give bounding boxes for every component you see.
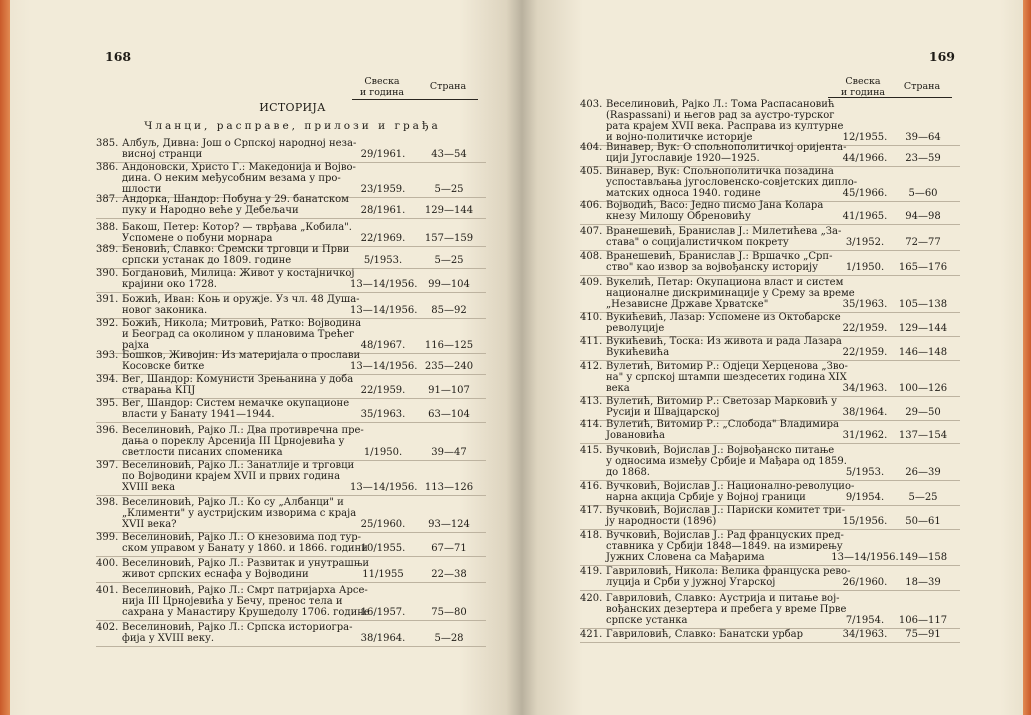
entry-number: 397. bbox=[96, 460, 119, 471]
entry-row bbox=[96, 318, 486, 351]
entry-text bbox=[122, 497, 356, 530]
entry-pages: 100—126 bbox=[898, 383, 948, 394]
entry-text bbox=[122, 460, 354, 493]
entry-text-line: Бакош, Петер: Котор? — тврђава „Кобила". bbox=[122, 222, 352, 233]
entry-text-line: става" о социјалистичком покрету bbox=[606, 237, 789, 248]
entry-pages: 106—117 bbox=[898, 615, 948, 626]
entry-text-line: Успомене о побуни морнара bbox=[122, 233, 273, 244]
entry-volume: 38/1964. bbox=[842, 407, 888, 418]
entry-text-line: Веселиновић, Рајко Л.: Смрт патријарха Арсе- bbox=[122, 585, 368, 596]
entry-pages: 235—240 bbox=[424, 361, 474, 372]
entry-text-line: Богдановић, Милица: Живот у костајничкој bbox=[122, 268, 355, 279]
entry-separator bbox=[96, 292, 486, 293]
entry-text-line: „Независне Државе Хрватске" bbox=[606, 299, 769, 310]
entry-row bbox=[96, 585, 486, 618]
entry-text-line: Вранешевић, Бранислав Ј.: Вршачко „Срп- bbox=[606, 251, 833, 262]
entry-text bbox=[122, 425, 364, 458]
entry-number: 420. bbox=[580, 593, 603, 604]
entry-text-line: цији Југославије 1920—1925. bbox=[606, 153, 760, 164]
entry-volume: 13—14/1956. bbox=[350, 305, 418, 316]
entry-separator bbox=[580, 275, 960, 276]
entry-text-line: живот српских еснафа у Војводини bbox=[122, 569, 309, 580]
entry-text-line: дања о пореклу Арсенија III Црнојевића у bbox=[122, 436, 345, 447]
page-number-left: 168 bbox=[105, 49, 132, 64]
entry-text-line: ском управом у Банату у 1860. и 1866. години bbox=[122, 543, 368, 554]
entry-pages: 91—107 bbox=[428, 385, 470, 396]
entry-number: 402. bbox=[96, 622, 119, 633]
entry-number: 404. bbox=[580, 142, 603, 153]
entry-text-line: Винавер, Вук: Спољнополитичка позадина bbox=[606, 166, 834, 177]
entry-text bbox=[606, 566, 850, 588]
entry-text bbox=[606, 166, 857, 199]
entry-text bbox=[122, 294, 360, 316]
entry-number: 393. bbox=[96, 350, 119, 361]
entry-number: 417. bbox=[580, 505, 603, 516]
entry-volume: 22/1959. bbox=[842, 323, 888, 334]
entry-row bbox=[580, 445, 960, 478]
entry-separator bbox=[580, 443, 960, 444]
entry-text bbox=[606, 251, 832, 273]
entry-pages: 5—25 bbox=[908, 492, 938, 503]
column-header-volume-line2: и година bbox=[359, 87, 405, 98]
entry-row bbox=[580, 593, 960, 626]
entry-text-line: Божић, Никола; Митровић, Ратко: Војводина bbox=[122, 318, 362, 329]
entry-number: 387. bbox=[96, 194, 119, 205]
entry-pages: 39—64 bbox=[905, 132, 941, 143]
column-header-volume-line1: Свеска bbox=[364, 76, 400, 87]
entry-text-line: вођанских дезертера и пребега у време Прве bbox=[606, 604, 847, 615]
entry-text-line: Вранешевић, Бранислав Ј.: Милетићева „За- bbox=[606, 226, 842, 237]
entry-volume: 26/1960. bbox=[842, 577, 888, 588]
entry-volume: 34/1963. bbox=[842, 383, 888, 394]
entry-text-line: Веселиновић, Рајко Л.: Развитак и унутрашњи bbox=[122, 558, 369, 569]
entry-pages: 43—54 bbox=[431, 149, 467, 160]
column-header-volume-line1: Свеска bbox=[845, 76, 881, 87]
entry-volume: 3/1952. bbox=[845, 237, 885, 248]
entry-volume: 1/1950. bbox=[845, 262, 885, 273]
entry-row bbox=[580, 166, 960, 199]
entry-text-line: Веселиновић, Рајко Л.: О кнезовима под тур- bbox=[122, 532, 362, 543]
entry-text bbox=[122, 222, 352, 244]
entry-text-line: Вукићевића bbox=[606, 347, 670, 358]
entry-text-line: висној странци bbox=[122, 149, 203, 160]
entry-text-line: новог законика. bbox=[122, 305, 208, 316]
entry-pages: 18—39 bbox=[905, 577, 941, 588]
entry-volume: 29/1961. bbox=[360, 149, 406, 160]
entry-text bbox=[122, 398, 349, 420]
entry-volume: 22/1959. bbox=[360, 385, 406, 396]
entry-text-line: дина. О неким међусобним везама у про- bbox=[122, 173, 341, 184]
entry-number: 403. bbox=[580, 99, 603, 110]
entry-text-line: Веселиновић, Рајко Л.: Два противречна пре- bbox=[122, 425, 364, 436]
entry-text bbox=[122, 585, 370, 618]
right-page bbox=[522, 0, 1031, 715]
entry-text-line: луција и Срби у јужној Угарској bbox=[606, 577, 776, 588]
entry-number: 406. bbox=[580, 200, 603, 211]
entry-pages: 67—71 bbox=[431, 543, 467, 554]
entry-volume: 23/1959. bbox=[360, 184, 406, 195]
entry-text-line: Вег, Шандор: Систем немачке окупационе bbox=[122, 398, 350, 409]
entry-row bbox=[580, 361, 960, 394]
entry-pages: 129—144 bbox=[424, 205, 474, 216]
entry-text-line: Војводић, Васо: Једно писмо Јана Колара bbox=[606, 200, 824, 211]
entry-volume: 38/1964. bbox=[360, 633, 406, 644]
entry-pages: 50—61 bbox=[905, 516, 941, 527]
entry-number: 400. bbox=[96, 558, 119, 569]
entry-volume: 9/1954. bbox=[845, 492, 885, 503]
entry-number: 419. bbox=[580, 566, 603, 577]
entry-text-line: Албуљ, Дивна: Још о Српској народној неза- bbox=[122, 138, 357, 149]
entry-text-line: Вучковић, Војислав Ј.: Национално-револуцио- bbox=[606, 481, 855, 492]
entry-pages: 5—25 bbox=[434, 255, 464, 266]
entry-pages: 113—126 bbox=[424, 482, 474, 493]
entry-text-line: Косовске битке bbox=[122, 361, 205, 372]
entry-row bbox=[580, 277, 960, 310]
entry-text-line: Вулетић, Витомир Р.: „Слобода" Владимира bbox=[606, 419, 839, 430]
entry-text bbox=[606, 336, 842, 358]
entry-number: 416. bbox=[580, 481, 603, 492]
entry-pages: 23—59 bbox=[905, 153, 941, 164]
entry-number: 396. bbox=[96, 425, 119, 436]
entry-volume: 12/1955. bbox=[842, 132, 888, 143]
entry-pages: 165—176 bbox=[898, 262, 948, 273]
entry-text-line: Вукићевић, Тоска: Из живота и рада Лазара bbox=[606, 336, 842, 347]
entry-text bbox=[122, 350, 360, 372]
entry-pages: 39—47 bbox=[431, 447, 467, 458]
entry-text bbox=[122, 194, 349, 216]
entry-volume: 22/1969. bbox=[360, 233, 406, 244]
entry-pages: 129—144 bbox=[898, 323, 948, 334]
entry-pages: 63—104 bbox=[428, 409, 470, 420]
entry-text-line: Вукићевић, Лазар: Успомене из Октобарске bbox=[606, 312, 841, 323]
entry-text bbox=[606, 200, 823, 222]
column-header-volume-right bbox=[828, 76, 898, 98]
entry-text-line: Вег, Шандор: Комунисти Зрењанина у доба bbox=[122, 374, 354, 385]
entry-volume: 11/1955 bbox=[362, 569, 404, 580]
column-header-page-left: Страна bbox=[429, 81, 467, 92]
entry-pages: 149—158 bbox=[898, 552, 948, 563]
entry-text-line: Вучковић, Војислав Ј.: Париски комитет три- bbox=[606, 505, 846, 516]
entry-number: 411. bbox=[580, 336, 603, 347]
entry-number: 398. bbox=[96, 497, 119, 508]
entry-row bbox=[96, 497, 486, 530]
entry-text-line: Винавер, Вук: О спољнополитичкој оријента- bbox=[606, 142, 847, 153]
entry-text-line: Вучковић, Војислав Ј.: Рад француских пред- bbox=[606, 530, 844, 541]
entry-volume: 5/1953. bbox=[363, 255, 403, 266]
entry-text-line: „Клименти" у аустријским изворима с краја bbox=[122, 508, 357, 519]
entry-text bbox=[606, 312, 841, 334]
entry-volume: 7/1954. bbox=[845, 615, 885, 626]
entry-text bbox=[606, 396, 837, 418]
entry-separator bbox=[580, 642, 960, 643]
page-edge-left bbox=[0, 0, 10, 715]
entry-row bbox=[96, 558, 486, 588]
entry-text bbox=[606, 629, 803, 640]
entry-text-line: Вукелић, Петар: Окупациона власт и систем bbox=[606, 277, 844, 288]
entry-volume: 34/1963. bbox=[842, 629, 888, 640]
entry-row bbox=[580, 530, 960, 563]
entry-text-line: Гавриловић, Славко: Банатски урбар bbox=[606, 629, 803, 640]
entry-separator bbox=[96, 218, 486, 219]
entry-pages: 137—154 bbox=[898, 430, 948, 441]
column-header-volume-left bbox=[352, 76, 412, 98]
entry-pages: 146—148 bbox=[898, 347, 948, 358]
entry-text-line: Веселиновић, Рајко Л.: Српска историогра- bbox=[122, 622, 353, 633]
entry-text-line: (Raspassani) и његов рад за аустро-турског bbox=[606, 110, 835, 121]
entry-volume: 41/1965. bbox=[842, 211, 888, 222]
entry-text bbox=[122, 138, 356, 160]
entry-row bbox=[580, 566, 960, 596]
entry-text-line: Андоновски, Христо Г.: Македонија и Војво- bbox=[122, 162, 356, 173]
entry-text-line: до 1868. bbox=[606, 467, 650, 478]
entry-volume: 28/1961. bbox=[360, 205, 406, 216]
entry-text bbox=[606, 481, 854, 503]
entry-volume: 48/1967. bbox=[360, 340, 406, 351]
entry-text bbox=[122, 268, 354, 290]
entry-volume: 45/1966. bbox=[842, 188, 888, 199]
entry-pages: 22—38 bbox=[431, 569, 467, 580]
entry-text-line: нарна акција Србије у Војној граници bbox=[606, 492, 806, 503]
entry-pages: 99—104 bbox=[428, 279, 470, 290]
entry-text-line: Веселиновић, Рајко Л.: Занатлије и трговци bbox=[122, 460, 355, 471]
entry-pages: 157—159 bbox=[424, 233, 474, 244]
entry-row bbox=[580, 99, 960, 143]
entry-text-line: шлости bbox=[122, 184, 162, 195]
entry-text-line: Веселиновић, Рајко Л.: Тома Распасановић bbox=[606, 99, 835, 110]
entry-text bbox=[122, 374, 353, 396]
entry-text-line: века bbox=[606, 383, 630, 394]
entry-text bbox=[122, 558, 369, 580]
entry-pages: 29—50 bbox=[905, 407, 941, 418]
entry-separator bbox=[580, 224, 960, 225]
page-number-right: 169 bbox=[928, 49, 955, 64]
entry-number: 421. bbox=[580, 629, 603, 640]
entry-text-line: Божић, Иван: Коњ и оружје. Уз чл. 48 Душа- bbox=[122, 294, 360, 305]
column-header-volume-line2: и година bbox=[840, 87, 886, 98]
entry-text-line: Гавриловић, Никола: Велика француска рево- bbox=[606, 566, 851, 577]
entry-text bbox=[122, 622, 353, 644]
entry-text-line: Јужних Словена са Мађарима bbox=[606, 552, 765, 563]
entry-number: 394. bbox=[96, 374, 119, 385]
header-rule-right bbox=[828, 97, 952, 98]
entry-text-line: сахрана у Манастиру Крушедолу 1706. године bbox=[122, 607, 370, 618]
entry-volume: 31/1962. bbox=[842, 430, 888, 441]
entry-number: 409. bbox=[580, 277, 603, 288]
entry-text-line: и Београд са околином у плановима Трећег bbox=[122, 329, 355, 340]
entry-volume: 35/1963. bbox=[360, 409, 406, 420]
entry-text bbox=[606, 593, 846, 626]
entry-text bbox=[122, 162, 356, 195]
entry-text bbox=[606, 226, 841, 248]
entry-text-line: Јовановића bbox=[606, 430, 666, 441]
entry-number: 401. bbox=[96, 585, 119, 596]
entry-text bbox=[606, 419, 839, 441]
section-subtitle: Чланци, расправе, прилози и грађа bbox=[144, 120, 441, 132]
entry-number: 415. bbox=[580, 445, 603, 456]
entry-pages: 93—124 bbox=[428, 519, 470, 530]
entry-volume: 13—14/1956. bbox=[350, 279, 418, 290]
entry-number: 389. bbox=[96, 244, 119, 255]
entry-separator bbox=[96, 582, 486, 583]
entry-number: 414. bbox=[580, 419, 603, 430]
entry-volume: 15/1956. bbox=[842, 516, 888, 527]
entry-text-line: револуције bbox=[606, 323, 665, 334]
entry-volume: 13—14/1956. bbox=[350, 482, 418, 493]
entry-text-line: рајха bbox=[122, 340, 150, 351]
entry-number: 385. bbox=[96, 138, 119, 149]
entry-text-line: по Војводини крајем XVII и првих година bbox=[122, 471, 341, 482]
entry-text-line: власти у Банату 1941—1944. bbox=[122, 409, 275, 420]
section-title: ИСТОРИЈА bbox=[259, 101, 326, 114]
entry-volume: 10/1955. bbox=[360, 543, 406, 554]
entry-number: 386. bbox=[96, 162, 119, 173]
entry-volume: 44/1966. bbox=[842, 153, 888, 164]
entry-text-line: Веселиновић, Рајко Л.: Ко су „Албанци" и bbox=[122, 497, 344, 508]
entry-text bbox=[606, 361, 848, 394]
entries-list-right bbox=[580, 99, 960, 659]
entry-text bbox=[606, 142, 846, 164]
entry-row bbox=[96, 162, 486, 195]
entry-text-line: пуку и Народно веће у Дебељачи bbox=[122, 205, 299, 216]
entry-volume: 22/1959. bbox=[842, 347, 888, 358]
entry-text bbox=[122, 318, 361, 351]
entry-number: 408. bbox=[580, 251, 603, 262]
entry-text-line: кнезу Милошу Обреновићу bbox=[606, 211, 751, 222]
entry-number: 412. bbox=[580, 361, 603, 372]
entry-text-line: Вулетић, Витомир Р.: Светозар Марковић у bbox=[606, 396, 837, 407]
entry-text-line: XVIII века bbox=[122, 482, 176, 493]
entry-number: 399. bbox=[96, 532, 119, 543]
entry-separator bbox=[96, 495, 486, 496]
entry-text-line: рата крајем XVII века. Расправа из културне bbox=[606, 121, 844, 132]
entry-text-line: Андорка, Шандор: Побуна у 29. банатском bbox=[122, 194, 349, 205]
entry-pages: 75—91 bbox=[905, 629, 941, 640]
entry-number: 391. bbox=[96, 294, 119, 305]
entry-separator bbox=[96, 556, 486, 557]
entry-text bbox=[606, 445, 847, 478]
entry-separator bbox=[96, 646, 486, 647]
entry-text bbox=[606, 277, 855, 310]
entry-pages: 5—60 bbox=[908, 188, 938, 199]
entry-separator bbox=[96, 422, 486, 423]
entry-pages: 85—92 bbox=[431, 305, 467, 316]
entry-pages: 5—28 bbox=[434, 633, 464, 644]
entry-pages: 105—138 bbox=[898, 299, 948, 310]
entry-number: 388. bbox=[96, 222, 119, 233]
entry-row bbox=[96, 460, 486, 493]
column-header-page-right: Страна bbox=[903, 81, 941, 92]
entry-text-line: у односима између Србије и Мађара од 1859. bbox=[606, 456, 847, 467]
entry-number: 418. bbox=[580, 530, 603, 541]
entry-pages: 94—98 bbox=[905, 211, 941, 222]
entry-text-line: XVII века? bbox=[122, 519, 177, 530]
entry-text-line: српске устанка bbox=[606, 615, 688, 626]
entry-volume: 13—14/1956. bbox=[831, 552, 899, 563]
entry-text-line: ство" као извор за војвођанску историју bbox=[606, 262, 818, 273]
entry-volume: 5/1953. bbox=[845, 467, 885, 478]
entry-pages: 75—80 bbox=[431, 607, 467, 618]
entry-volume: 16/1957. bbox=[360, 607, 406, 618]
entry-text-line: стварања КПЈ bbox=[122, 385, 196, 396]
entry-text-line: Вучковић, Војислав Ј.: Војвођанско питање bbox=[606, 445, 835, 456]
entry-text-line: Бошков, Живојин: Из материјала о прослави bbox=[122, 350, 361, 361]
entry-text-line: националне дискриминације у Срему за време bbox=[606, 288, 855, 299]
entry-text-line: Гавриловић, Славко: Аустрија и питање вој- bbox=[606, 593, 840, 604]
entry-separator bbox=[580, 590, 960, 591]
entry-text-line: ставника у Србији 1848—1849. на измирењу bbox=[606, 541, 843, 552]
entry-row bbox=[96, 425, 486, 458]
entry-text-line: светлости писаних споменика bbox=[122, 447, 283, 458]
entry-text bbox=[606, 99, 843, 143]
entry-text-line: крајини око 1728. bbox=[122, 279, 217, 290]
entry-text-line: успостављања југословенско-совјетских дипло- bbox=[606, 177, 858, 188]
entry-text-line: Беновић, Славко: Сремски трговци и Први bbox=[122, 244, 350, 255]
entry-pages: 5—25 bbox=[434, 184, 464, 195]
entry-pages: 26—39 bbox=[905, 467, 941, 478]
entry-number: 395. bbox=[96, 398, 119, 409]
entry-row bbox=[96, 622, 486, 652]
entry-text-line: фија у XVIII веку. bbox=[122, 633, 215, 644]
entry-text bbox=[122, 532, 368, 554]
entry-text bbox=[122, 244, 349, 266]
entry-number: 392. bbox=[96, 318, 119, 329]
entry-row bbox=[96, 194, 486, 224]
entry-text-line: ју народности (1896) bbox=[606, 516, 717, 527]
entry-text bbox=[606, 530, 844, 563]
entry-number: 410. bbox=[580, 312, 603, 323]
entry-volume: 13—14/1956. bbox=[350, 361, 418, 372]
header-rule-left bbox=[352, 99, 478, 100]
entry-row bbox=[580, 629, 960, 659]
entry-row bbox=[96, 398, 486, 428]
page-edge-right bbox=[1023, 0, 1031, 715]
entry-text-line: српски устанак до 1809. године bbox=[122, 255, 292, 266]
entry-text-line: матских односа 1940. године bbox=[606, 188, 761, 199]
entry-volume: 25/1960. bbox=[360, 519, 406, 530]
entry-text bbox=[606, 505, 845, 527]
entry-pages: 116—125 bbox=[424, 340, 474, 351]
entry-volume: 1/1950. bbox=[363, 447, 403, 458]
entry-text-line: Вулетић, Витомир Р.: Одјеци Херценова „Зво- bbox=[606, 361, 848, 372]
entry-text-line: и војно-политичке историје bbox=[606, 132, 753, 143]
entry-number: 390. bbox=[96, 268, 119, 279]
entry-text-line: на" у српској штампи шездесетих година XIX bbox=[606, 372, 847, 383]
entries-list-left bbox=[96, 138, 486, 658]
entry-number: 405. bbox=[580, 166, 603, 177]
entry-text-line: нија III Црнојевића у Бечу, пренос тела и bbox=[122, 596, 343, 607]
entry-volume: 35/1963. bbox=[842, 299, 888, 310]
entry-pages: 72—77 bbox=[905, 237, 941, 248]
entry-text-line: Русији и Швајцарској bbox=[606, 407, 720, 418]
entry-number: 413. bbox=[580, 396, 603, 407]
entry-number: 407. bbox=[580, 226, 603, 237]
entry-separator bbox=[96, 620, 486, 621]
